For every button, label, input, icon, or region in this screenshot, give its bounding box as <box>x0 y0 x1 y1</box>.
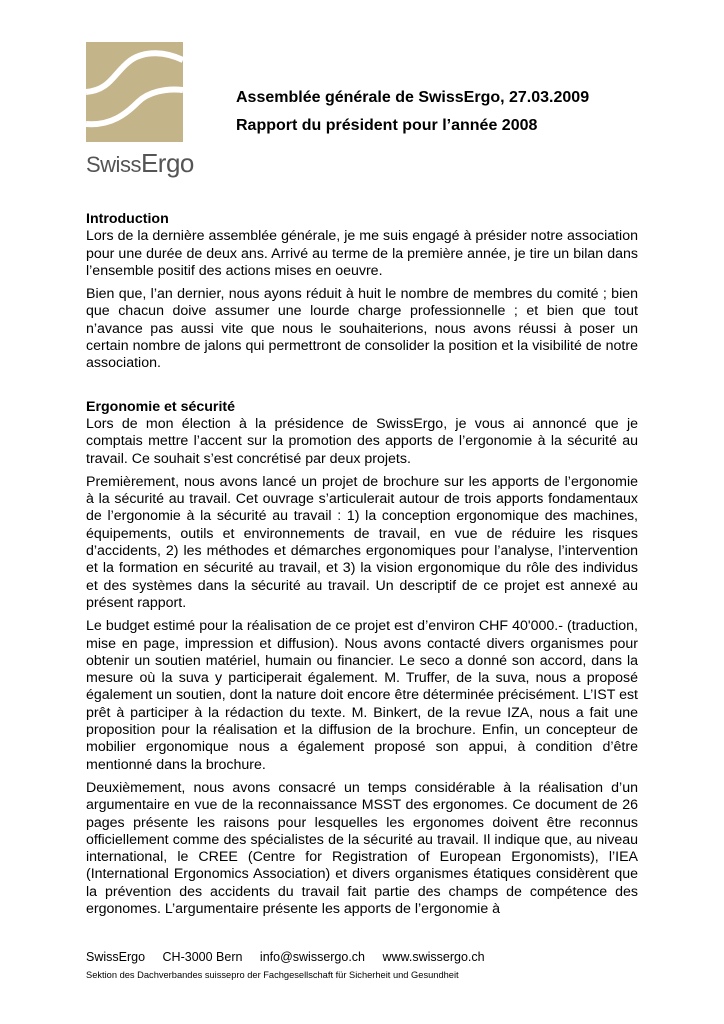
paragraph: Le budget estimé pour la réalisation de ce projet est d’environ CHF 40'000.- (traduction, mise en page, impression et diffusion). Nous avons contacté divers organismes pour obtenir un soutien matériel, humain ou financier. Le seco a donné son accord, dans la mesure où la suva y participerait également. M. Truffer, de la suva, nous a proposé également un soutien, dont la nature doit encore être déterminée précisément. L’IST est prêt à participer à la rédaction du texte. M. Binkert, de la revue IZA, nous a fait une proposition pour la réalisation et la diffusion de la brochure. Enfin, un concepteur de mobilier ergonomique nous a également proposé son appui, à condition d’être mentionné dans la brochure. <box>86 618 638 773</box>
paragraph: Deuxièmement, nous avons consacré un temps considérable à la réalisation d’un argumentaire en vue de la reconnaissance MSST des ergonomes. Ce document de 26 pages présente les raisons pour lesquelles les ergonomes doivent être reconnus officiellement comme des spécialistes de la sécurité au travail. Il indique que, au niveau international, le CREE (Centre for Registration of European Ergonomists), l’IEA (International Ergonomics Association) et divers organismes étatiques considèrent que la prévention des accidents du travail fait partie des champs de compétence des ergonomes. L’argumentaire présente les apports de l’ergonomie à <box>86 779 638 917</box>
document-title <box>236 84 589 140</box>
logo-brand-suffix: Ergo <box>140 148 194 178</box>
footer-org: SwissErgo <box>86 950 146 964</box>
title-line-1: Assemblée générale de SwissErgo, 27.03.2009 <box>236 89 590 106</box>
footer-subline: Sektion des Dachverbandes suissepro der Fachgesellschaft für Sicherheit und Gesundheit <box>86 970 459 980</box>
paragraph: Lors de mon élection à la présidence de SwissErgo, je vous ai annoncé que je comptais mettre l’accent sur la promotion des apports de l’ergonomie à la sécurité au travail. Ce souhait s’est concrétisé par deux projets. <box>86 415 638 467</box>
logo-brand-prefix: Swiss <box>86 152 141 177</box>
footer-address: CH-3000 Bern <box>162 950 243 964</box>
paragraph: Lors de la dernière assemblée générale, je me suis engagé à présider notre association pour une durée de deux ans. Arrivé au terme de la première année, je tire un bilan dans l’ensemble positif des actions mises en oeuvre. <box>86 228 638 279</box>
title-line-2: Rapport du président pour l’année 2008 <box>236 117 538 134</box>
section-heading-introduction: Introduction <box>86 211 169 227</box>
swissergo-logo <box>86 42 194 178</box>
footer-email-link[interactable]: info@swissergo.ch <box>259 950 366 964</box>
logo-wordmark <box>86 148 194 178</box>
footer-website-link[interactable]: www.swissergo.ch <box>382 950 485 964</box>
page-footer <box>86 950 499 980</box>
section-heading-ergonomie: Ergonomie et sécurité <box>86 398 236 415</box>
document-body <box>86 211 638 924</box>
logo-mark <box>86 42 183 142</box>
section-spacer <box>86 379 638 399</box>
footer-contact-line <box>86 950 499 964</box>
paragraph: Premièrement, nous avons lancé un projet de brochure sur les apports de l’ergonomie à la sécurité au travail. Cet ouvrage s’articulerait autour de trois apports fondamentaux de l’ergonomie à la sécurité au travail : 1) la conception ergonomique des machines, équipements, outils et environnements de travail, en vue de réduire les risques d’accidents, 2) les méthodes et démarches ergonomiques pour l’analyse, l’intervention et la formation en sécurité au travail, et 3) la vision ergonomique du rôle des individus et des systèmes dans la sécurité au travail. Un descriptif de ce projet est annexé au présent rapport. <box>86 473 638 611</box>
paragraph: Bien que, l’an dernier, nous ayons réduit à huit le nombre de membres du comité ; bien que chacun doive assumer une lourde charge professionnelle ; et bien que tout n’avance pas aussi vite que nous le souhaiterions, nous avons réussi à poser un certain nombre de jalons qui permettront de consolider la position et la visibilité de notre association. <box>86 286 638 372</box>
